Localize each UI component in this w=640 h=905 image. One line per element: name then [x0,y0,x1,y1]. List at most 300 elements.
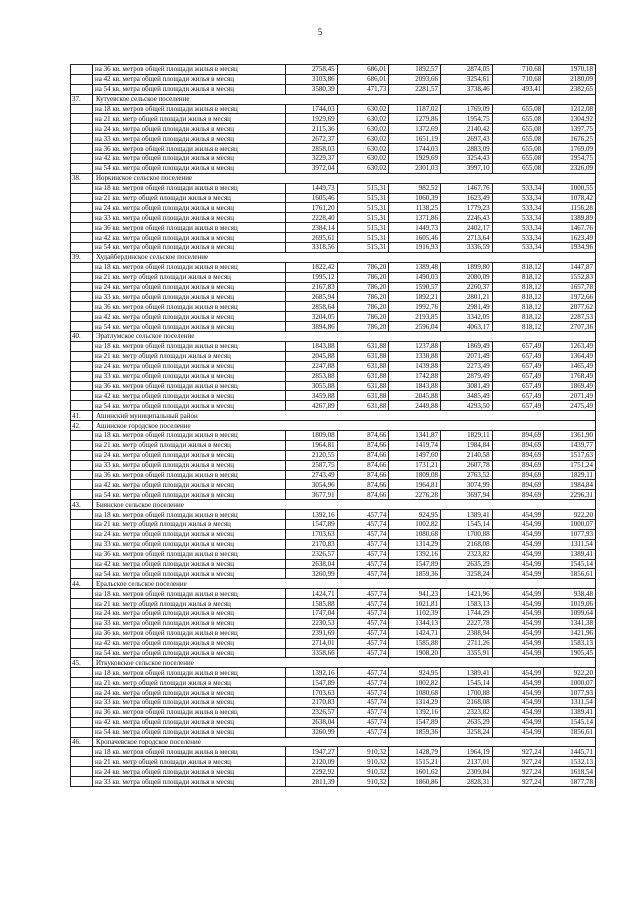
value-cell: 2801,21 [440,292,492,302]
section-row [71,737,596,747]
value-cell: 1916,93 [389,243,441,253]
value-cell: 1822,42 [286,262,338,272]
value-cell: 1314,29 [389,698,441,708]
value-cell: 1929,69 [389,154,441,164]
table-row [71,134,596,144]
table-row [71,183,596,193]
value-cell: 454,99 [492,618,544,628]
row-label: на 33 кв. метра общей площади жилья в месяц [93,698,286,708]
table-row [71,223,596,233]
row-label: на 33 кв. метра общей площади жилья в месяц [93,371,286,381]
value-cell: 2685,94 [286,292,338,302]
row-number-cell [71,698,93,708]
value-cell: 786,20 [337,262,389,272]
value-cell: 1397,75 [544,124,596,134]
value-cell: 457,74 [337,519,389,529]
value-cell: 1279,86 [389,114,441,124]
row-number-cell [71,401,93,411]
tariff-table [70,64,596,787]
value-cell: 3459,88 [286,391,338,401]
value-cell: 655,08 [492,144,544,154]
section-number: 40. [71,332,93,342]
value-cell: 818,12 [492,322,544,332]
value-cell: 786,20 [337,312,389,322]
value-cell: 1731,21 [389,460,441,470]
section-number: 46. [71,737,93,747]
value-cell: 1769,09 [440,104,492,114]
row-label: на 36 кв. метров общей площади жилья в месяц [93,302,286,312]
value-cell: 3318,56 [286,243,338,253]
value-cell: 3258,24 [440,727,492,737]
row-number-cell [71,510,93,520]
value-cell: 457,74 [337,648,389,658]
value-cell: 533,34 [492,193,544,203]
page-number: 5 [317,27,323,37]
table-row [71,628,596,638]
row-number-cell [71,648,93,658]
table-row [71,599,596,609]
value-cell: 1311,54 [544,698,596,708]
value-cell: 1747,04 [286,608,338,618]
value-cell: 1899,80 [440,262,492,272]
row-label: на 33 кв. метра общей площади жилья в месяц [93,777,286,787]
row-label: на 21 кв. метр общей площади жилья в месяц [93,678,286,688]
row-number-cell [71,84,93,94]
value-cell: 922,20 [544,510,596,520]
value-cell: 1843,88 [389,381,441,391]
value-cell: 631,88 [337,341,389,351]
value-cell: 938,48 [544,589,596,599]
value-cell: 457,74 [337,618,389,628]
row-label: на 36 кв. метров общей площади жилья в месяц [93,470,286,480]
value-cell: 630,02 [337,124,389,134]
table-row [71,569,596,579]
table-row [71,450,596,460]
row-label: на 36 кв. метров общей площади жилья в месяц [93,707,286,717]
row-number-cell [71,470,93,480]
table-row [71,282,596,292]
value-cell: 3358,66 [286,648,338,658]
value-cell: 1676,25 [544,134,596,144]
row-number-cell [71,292,93,302]
value-cell: 533,34 [492,203,544,213]
tariff-table-body [71,65,596,787]
table-row [71,124,596,134]
value-cell: 2382,65 [544,84,596,94]
value-cell: 1371,86 [389,213,441,223]
value-cell: 454,99 [492,510,544,520]
value-cell: 1445,71 [544,747,596,757]
value-cell: 3485,49 [440,391,492,401]
value-cell: 2711,26 [440,638,492,648]
row-label: на 18 кв. метров общей площади жилья в месяц [93,510,286,520]
table-row [71,767,596,777]
row-label: на 24 кв. метра общей площади жилья в месяц [93,767,286,777]
value-cell: 2168,08 [440,539,492,549]
value-cell: 1964,81 [286,440,338,450]
value-cell: 454,99 [492,599,544,609]
value-cell: 2228,40 [286,213,338,223]
value-cell: 457,74 [337,589,389,599]
table-row [71,233,596,243]
row-number-cell [71,717,93,727]
value-cell: 457,74 [337,668,389,678]
value-cell: 786,20 [337,272,389,282]
value-cell: 515,31 [337,183,389,193]
value-cell: 2697,43 [440,134,492,144]
value-cell: 3258,24 [440,569,492,579]
section-number: 45. [71,658,93,668]
value-cell: 2071,49 [544,391,596,401]
value-cell: 1601,62 [389,767,441,777]
row-number-cell [71,302,93,312]
value-cell: 910,32 [337,757,389,767]
row-label: на 36 кв. метров общей площади жилья в месяц [93,628,286,638]
value-cell: 2276,28 [389,490,441,500]
value-cell: 454,99 [492,529,544,539]
row-number-cell [71,124,93,134]
table-row [71,510,596,520]
row-number-cell [71,678,93,688]
row-number-cell [71,757,93,767]
row-label: на 36 кв. метров общей площади жилья в месяц [93,381,286,391]
table-row [71,747,596,757]
value-cell: 1964,81 [389,480,441,490]
value-cell: 630,02 [337,163,389,173]
value-cell: 457,74 [337,717,389,727]
table-row [71,688,596,698]
value-cell: 1947,27 [286,747,338,757]
value-cell: 1545,14 [440,519,492,529]
value-cell: 1341,38 [544,618,596,628]
value-cell: 657,49 [492,401,544,411]
table-row [71,163,596,173]
value-cell: 818,12 [492,292,544,302]
table-row [71,292,596,302]
value-cell: 1744,29 [440,608,492,618]
value-cell: 1361,90 [544,430,596,440]
value-cell: 454,99 [492,589,544,599]
value-cell: 457,74 [337,559,389,569]
row-number-cell [71,144,93,154]
value-cell: 927,24 [492,757,544,767]
value-cell: 2077,62 [544,302,596,312]
value-cell: 2858,64 [286,302,338,312]
row-label: на 33 кв. метра общей площади жилья в месяц [93,618,286,628]
value-cell: 2638,04 [286,717,338,727]
row-number-cell [71,233,93,243]
value-cell: 533,34 [492,213,544,223]
value-cell: 1744,03 [389,144,441,154]
value-cell: 1099,64 [544,608,596,618]
table-row [71,203,596,213]
value-cell: 2713,64 [440,233,492,243]
value-cell: 2137,01 [440,757,492,767]
value-cell: 533,34 [492,243,544,253]
value-cell: 1984,84 [544,480,596,490]
value-cell: 4267,89 [286,401,338,411]
row-number-cell [71,223,93,233]
row-number-cell [71,193,93,203]
row-label: на 42 кв. метра общей площади жилья в месяц [93,74,286,84]
value-cell: 2045,88 [286,351,338,361]
value-cell: 533,34 [492,183,544,193]
row-number-cell [71,163,93,173]
value-cell: 2758,45 [286,65,338,75]
value-cell: 1392,16 [286,510,338,520]
value-cell: 3204,05 [286,312,338,322]
row-number-cell [71,391,93,401]
value-cell: 2402,17 [440,223,492,233]
value-cell: 2071,49 [440,351,492,361]
table-row [71,341,596,351]
value-cell: 454,99 [492,717,544,727]
value-cell: 2168,08 [440,698,492,708]
value-cell: 2246,43 [440,213,492,223]
value-cell: 2607,78 [440,460,492,470]
value-cell: 2193,85 [389,312,441,322]
row-number-cell [71,618,93,628]
row-label: на 24 кв. метра общей площади жилья в месяц [93,450,286,460]
row-number-cell [71,777,93,787]
row-number-cell [71,460,93,470]
value-cell: 2635,29 [440,559,492,569]
section-title: Ашинское городское поселение [93,421,596,431]
row-label: на 18 кв. метров общей площади жилья в месяц [93,430,286,440]
row-label: на 18 кв. метров общей площади жилья в месяц [93,104,286,114]
value-cell: 1077,93 [544,529,596,539]
row-number-cell [71,351,93,361]
value-cell: 1439,77 [544,440,596,450]
value-cell: 454,99 [492,688,544,698]
value-cell: 3254,61 [440,74,492,84]
value-cell: 631,88 [337,401,389,411]
value-cell: 3342,05 [440,312,492,322]
value-cell: 2763,52 [440,470,492,480]
row-number-cell [71,628,93,638]
value-cell: 1761,20 [286,203,338,213]
row-number-cell [71,104,93,114]
value-cell: 2388,94 [440,628,492,638]
value-cell: 1995,12 [286,272,338,282]
value-cell: 515,31 [337,223,389,233]
row-label: на 33 кв. метра общей площади жилья в месяц [93,539,286,549]
value-cell: 454,99 [492,727,544,737]
row-label: на 54 кв. метра общей площади жилья в месяц [93,401,286,411]
value-cell: 1984,84 [440,440,492,450]
row-label: на 21 кв. метр общей площади жилья в месяц [93,599,286,609]
value-cell: 1547,89 [286,519,338,529]
value-cell: 786,20 [337,302,389,312]
value-cell: 2120,55 [286,450,338,460]
value-cell: 2045,88 [389,391,441,401]
row-label: на 42 кв. метра общей площади жилья в месяц [93,480,286,490]
row-label: на 42 кв. метра общей площади жилья в месяц [93,233,286,243]
table-row [71,717,596,727]
section-number: 43. [71,500,93,510]
value-cell: 874,66 [337,450,389,460]
value-cell: 454,99 [492,519,544,529]
row-label: на 42 кв. метра общей площади жилья в месяц [93,559,286,569]
value-cell: 874,66 [337,430,389,440]
value-cell: 657,49 [492,361,544,371]
section-title: Биянское сельское поселение [93,500,596,510]
value-cell: 874,66 [337,480,389,490]
row-label: на 42 кв. метра общей площади жилья в месяц [93,391,286,401]
row-number-cell [71,707,93,717]
table-row [71,678,596,688]
value-cell: 1080,68 [389,688,441,698]
value-cell: 786,20 [337,282,389,292]
table-row [71,193,596,203]
value-cell: 457,74 [337,707,389,717]
value-cell: 1583,13 [544,638,596,648]
value-cell: 457,74 [337,628,389,638]
value-cell: 454,99 [492,569,544,579]
table-row [71,777,596,787]
value-cell: 2743,49 [286,470,338,480]
value-cell: 910,32 [337,747,389,757]
value-cell: 2853,88 [286,371,338,381]
value-cell: 1547,89 [389,559,441,569]
value-cell: 457,74 [337,638,389,648]
row-label: на 21 кв. метр общей площади жилья в месяц [93,519,286,529]
row-number-cell [71,490,93,500]
value-cell: 1545,14 [440,678,492,688]
value-cell: 1341,87 [389,430,441,440]
value-cell: 1856,61 [544,569,596,579]
value-cell: 2292,92 [286,767,338,777]
value-cell: 457,74 [337,727,389,737]
value-cell: 4063,17 [440,322,492,332]
row-label: на 24 кв. метра общей площади жилья в месяц [93,608,286,618]
section-row [71,658,596,668]
table-row [71,74,596,84]
value-cell: 1078,42 [544,193,596,203]
table-row [71,243,596,253]
section-row [71,411,596,421]
row-label: на 21 кв. метр общей площади жилья в месяц [93,114,286,124]
value-cell: 457,74 [337,599,389,609]
row-number-cell [71,361,93,371]
value-cell: 454,99 [492,628,544,638]
table-row [71,589,596,599]
row-number-cell [71,767,93,777]
value-cell: 982,52 [389,183,441,193]
section-title: Норкинское сельское поселение [93,173,596,183]
value-cell: 1419,74 [389,440,441,450]
value-cell: 457,74 [337,539,389,549]
value-cell: 1449,73 [286,183,338,193]
value-cell: 1877,78 [544,777,596,787]
section-number: 42. [71,421,93,431]
value-cell: 3738,46 [440,84,492,94]
table-row [71,312,596,322]
row-label: на 54 кв. метра общей площади жилья в месяц [93,84,286,94]
value-cell: 4293,50 [440,401,492,411]
value-cell: 2323,82 [440,549,492,559]
value-cell: 1700,88 [440,529,492,539]
row-label: на 54 кв. метра общей площади жилья в месяц [93,727,286,737]
value-cell: 686,01 [337,65,389,75]
value-cell: 1970,18 [544,65,596,75]
value-cell: 3074,99 [440,480,492,490]
value-cell: 874,66 [337,470,389,480]
table-row [71,440,596,450]
value-cell: 1389,41 [440,510,492,520]
value-cell: 2707,36 [544,322,596,332]
value-cell: 1021,81 [389,599,441,609]
table-row [71,668,596,678]
value-cell: 2672,37 [286,134,338,144]
row-number-cell [71,747,93,757]
value-cell: 630,02 [337,144,389,154]
row-number-cell [71,203,93,213]
value-cell: 1428,79 [389,747,441,757]
value-cell: 1156,28 [544,203,596,213]
row-label: на 24 кв. метра общей площади жилья в месяц [93,203,286,213]
row-number-cell [71,262,93,272]
value-cell: 630,02 [337,104,389,114]
value-cell: 818,12 [492,282,544,292]
value-cell: 1439,88 [389,361,441,371]
value-cell: 1908,20 [389,648,441,658]
row-number-cell [71,114,93,124]
value-cell: 786,20 [337,292,389,302]
value-cell: 910,32 [337,767,389,777]
value-cell: 1421,96 [440,589,492,599]
value-cell: 1657,78 [544,282,596,292]
row-number-cell [71,450,93,460]
value-cell: 1424,71 [286,589,338,599]
value-cell: 2140,58 [440,450,492,460]
value-cell: 1019,06 [544,599,596,609]
table-row [71,65,596,75]
table-row [71,322,596,332]
row-label: на 21 кв. метр общей площади жилья в месяц [93,757,286,767]
value-cell: 1447,87 [544,262,596,272]
value-cell: 1700,88 [440,688,492,698]
section-title: Кропачевское городское поселение [93,737,596,747]
value-cell: 631,88 [337,351,389,361]
value-cell: 1467,76 [440,183,492,193]
value-cell: 2326,57 [286,549,338,559]
row-label: на 33 кв. метра общей площади жилья в месяц [93,134,286,144]
value-cell: 1954,75 [440,114,492,124]
row-number-cell [71,272,93,282]
row-number-cell [71,608,93,618]
table-row [71,490,596,500]
section-row [71,94,596,104]
row-number-cell [71,341,93,351]
section-row [71,421,596,431]
value-cell: 655,08 [492,114,544,124]
table-row [71,391,596,401]
value-cell: 454,99 [492,707,544,717]
table-row [71,618,596,628]
value-cell: 922,20 [544,668,596,678]
table-row [71,539,596,549]
value-cell: 1187,02 [389,104,441,114]
value-cell: 2247,88 [286,361,338,371]
value-cell: 1389,41 [544,707,596,717]
table-row [71,154,596,164]
row-number-cell [71,322,93,332]
row-label: на 36 кв. метров общей площади жилья в месяц [93,144,286,154]
row-number-cell [71,529,93,539]
table-row [71,727,596,737]
row-number-cell [71,539,93,549]
